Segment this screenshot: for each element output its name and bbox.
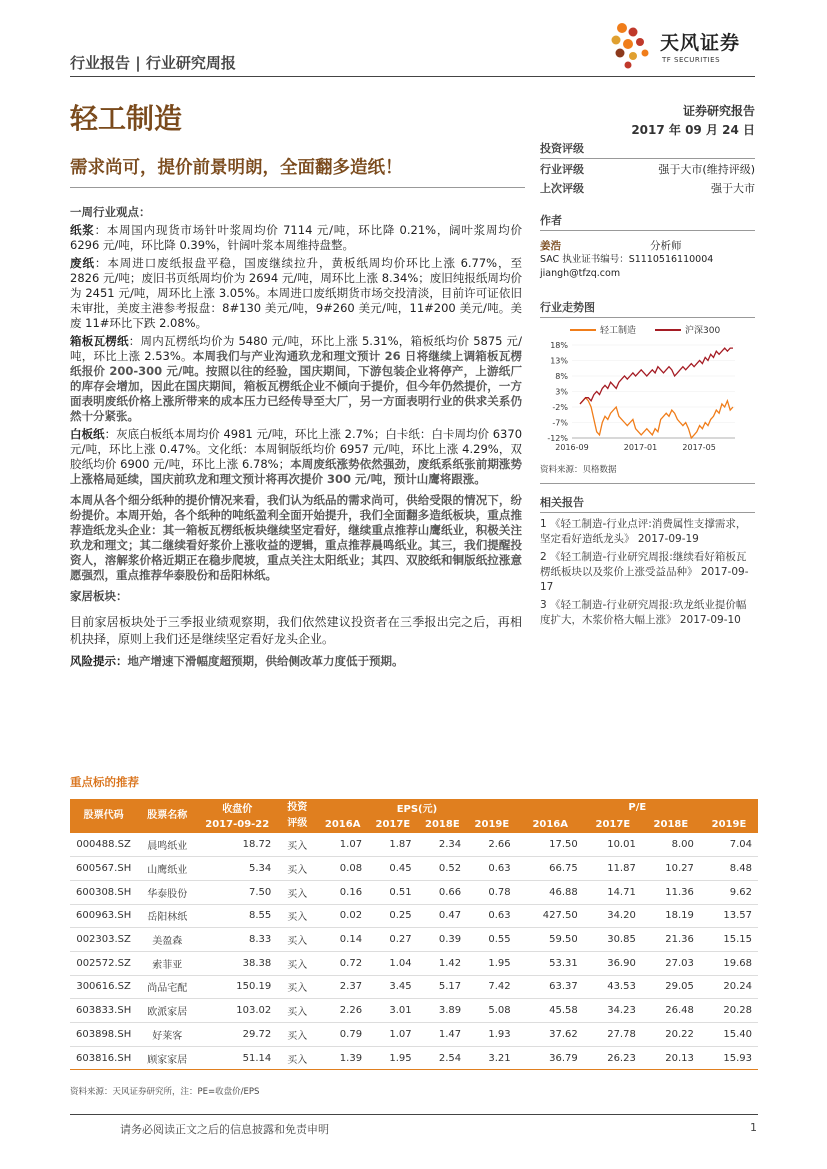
rating-label: 行业评级 — [540, 163, 584, 176]
table-cell: 买入 — [277, 880, 317, 904]
table-cell: 华泰股份 — [137, 880, 197, 904]
table-cell: 000488.SZ — [70, 833, 137, 857]
table-cell: 300616.SZ — [70, 975, 137, 999]
table-cell: 2.37 — [317, 975, 368, 999]
table-cell: 8.33 — [197, 928, 277, 952]
table-cell: 山鹰纸业 — [137, 857, 197, 881]
table-cell: 3.01 — [368, 999, 418, 1023]
headline-rule — [70, 187, 525, 188]
table-cell: 0.78 — [467, 880, 517, 904]
main-column — [70, 201, 522, 672]
table-cell: 1.87 — [368, 833, 418, 857]
table-cell: 2.66 — [467, 833, 517, 857]
table-cell: 18.19 — [642, 904, 700, 928]
logo — [608, 20, 758, 72]
y-tick-label: -7% — [552, 418, 568, 428]
table-cell: 13.57 — [700, 904, 758, 928]
col-year: 2018E — [418, 816, 468, 833]
doc-type: 行业报告 | 行业研究周报 — [70, 54, 236, 72]
table-cell: 37.62 — [517, 1023, 584, 1047]
section-weekly-view: 一周行业观点： — [70, 205, 151, 219]
table-cell: 0.45 — [368, 857, 418, 881]
para-summary: 本周从各个细分纸种的提价情况来看，我们认为纸品的需求尚可，供给受限的情况下，纷纷提价。本周开始，各个纸种的吨纸盈利全面开始提升，我们全面翻多造纸板块，重点推荐造纸龙头企业：其一箱板瓦楞纸板块继续坚定看好，继续重点推荐山鹰纸业，积极关注玖龙和理文；其二继续看好浆价上涨收益的逻辑，重点推荐晨鸣纸业。其三，我们提醒投资人，溶解浆价格近期正在稳步爬坡，重点关注太阳纸业；其四、双胶纸和铜版纸拉涨意愿强烈，重点推荐华泰股份和岳阳林纸。 — [70, 493, 522, 582]
table-cell: 53.31 — [517, 951, 584, 975]
table-cell: 600963.SH — [70, 904, 137, 928]
table-cell: 5.08 — [467, 999, 517, 1023]
table-row — [70, 999, 758, 1023]
table-cell: 19.68 — [700, 951, 758, 975]
related-title: 相关报告 — [540, 496, 584, 509]
table-cell: 34.20 — [584, 904, 642, 928]
table-cell: 15.15 — [700, 928, 758, 952]
table-cell: 10.01 — [584, 833, 642, 857]
sector-title: 轻工制造 — [70, 102, 183, 135]
table-cell: 26.48 — [642, 999, 700, 1023]
trend-rule — [540, 317, 755, 318]
related-item[interactable]: 2 《轻工制造-行业研究周报:继续看好箱板瓦楞纸板块以及浆价上涨受益品种》 2017-09-17 — [540, 551, 749, 593]
trend-title: 行业走势图 — [540, 301, 595, 314]
table-cell: 20.24 — [700, 975, 758, 999]
table-cell: 15.40 — [700, 1023, 758, 1047]
table-cell: 20.22 — [642, 1023, 700, 1047]
table-cell: 1.95 — [368, 1046, 418, 1070]
table-cell: 11.87 — [584, 857, 642, 881]
table-cell: 5.34 — [197, 857, 277, 881]
table-cell: 岳阳林纸 — [137, 904, 197, 928]
table-row — [70, 975, 758, 999]
table-cell: 66.75 — [517, 857, 584, 881]
table-cell: 150.19 — [197, 975, 277, 999]
table-cell: 3.89 — [418, 999, 468, 1023]
table-cell: 好莱客 — [137, 1023, 197, 1047]
col-year: 2017E — [368, 816, 418, 833]
table-cell: 18.72 — [197, 833, 277, 857]
table-cell: 买入 — [277, 999, 317, 1023]
risk-head: 风险提示： — [70, 654, 128, 668]
table-cell: 603816.SH — [70, 1046, 137, 1070]
x-tick-label: 2017-05 — [682, 443, 716, 452]
table-cell: 2.34 — [418, 833, 468, 857]
para-waste-head: 废纸 — [70, 256, 95, 270]
table-cell: 8.55 — [197, 904, 277, 928]
table-cell: 38.38 — [197, 951, 277, 975]
table-cell: 买入 — [277, 975, 317, 999]
table-cell: 1.07 — [317, 833, 368, 857]
sidebar — [540, 140, 755, 628]
table-row — [70, 880, 758, 904]
table-cell: 27.03 — [642, 951, 700, 975]
y-tick-label: 13% — [550, 356, 568, 366]
prev-rating-label: 上次评级 — [540, 182, 584, 195]
table-cell: 20.13 — [642, 1046, 700, 1070]
table-cell: 0.08 — [317, 857, 368, 881]
risk-text: 地产增速下滑幅度超预期，供给侧改革力度低于预期。 — [127, 654, 404, 668]
table-cell: 43.53 — [584, 975, 642, 999]
prev-rating-value: 强于大市 — [711, 182, 755, 195]
para-pulp-text: ：本周国内现货市场针叶浆周均价 7114 元/吨，环比降 0.21%，阔叶浆周均价 6296 元/吨，环比降 0.39%，针阔叶浆本周维持盘整。 — [70, 223, 523, 252]
table-cell: 59.50 — [517, 928, 584, 952]
trend-chart — [540, 320, 755, 460]
table-cell: 索菲亚 — [137, 951, 197, 975]
table-cell: 3.21 — [467, 1046, 517, 1070]
table-row — [70, 1046, 758, 1070]
table-cell: 27.78 — [584, 1023, 642, 1047]
col-year: 2016A — [517, 816, 584, 833]
table-cell: 0.25 — [368, 904, 418, 928]
para-white-head: 白板纸 — [70, 427, 105, 441]
para-whiteboard — [70, 427, 522, 487]
table-cell: 欧派家居 — [137, 999, 197, 1023]
para-home: 目前家居板块处于三季报业绩观察期，我们依然建议投资者在三季报出完之后，再相机抉择，原则上我们还是继续坚定看好龙头企业。 — [70, 615, 522, 646]
table-cell: 36.79 — [517, 1046, 584, 1070]
table-cell: 8.48 — [700, 857, 758, 881]
recommendation-table — [70, 799, 758, 1070]
related-rule — [540, 512, 755, 513]
page-number: 1 — [750, 1121, 757, 1134]
table-cell: 1.07 — [368, 1023, 418, 1047]
table-row — [70, 951, 758, 975]
col-price-date: 2017-09-22 — [197, 816, 277, 833]
para-white-text: ：灰底白板纸本周均价 4981 元/吨，环比上涨 2.7%；白卡纸：白卡周均价 6370 元/吨，环比上涨 0.47%。文化纸：本周铜版纸均价 6957 元/吨，环比上涨 4.29%，双胶纸均价 6900 元/吨，环比上涨 6.78%； — [70, 427, 523, 471]
table-cell: 尚品宅配 — [137, 975, 197, 999]
col-name: 股票名称 — [137, 799, 197, 833]
para-boxboard — [70, 334, 522, 424]
col-year: 2019E — [700, 816, 758, 833]
table-cell: 1.42 — [418, 951, 468, 975]
section-home: 家居板块： — [70, 589, 128, 603]
table-cell: 603833.SH — [70, 999, 137, 1023]
table-cell: 0.14 — [317, 928, 368, 952]
table-cell: 34.23 — [584, 999, 642, 1023]
col-year: 2018E — [642, 816, 700, 833]
report-type: 证券研究报告 — [682, 104, 755, 118]
table-cell: 买入 — [277, 904, 317, 928]
table-cell: 36.90 — [584, 951, 642, 975]
table-cell: 603898.SH — [70, 1023, 137, 1047]
col-year: 2017E — [584, 816, 642, 833]
table-cell: 21.36 — [642, 928, 700, 952]
table-cell: 0.63 — [467, 904, 517, 928]
table-cell: 0.16 — [317, 880, 368, 904]
para-waste-paper — [70, 256, 522, 331]
para-box-head: 箱板瓦楞纸 — [70, 334, 129, 348]
para-box-text: ：周内瓦楞纸均价为 5480 元/吨，环比上涨 5.31%，箱板纸均价 5875 元/吨，环比上涨 2.53%。 — [70, 334, 523, 363]
table-cell: 10.27 — [642, 857, 700, 881]
para-pulp — [70, 223, 522, 253]
table-cell: 1.39 — [317, 1046, 368, 1070]
related-item[interactable]: 1 《轻工制造-行业点评:消费属性支撑需求，坚定看好造纸龙头》 2017-09-19 — [540, 518, 747, 545]
para-pulp-head: 纸浆 — [70, 223, 95, 237]
table-cell: 买入 — [277, 833, 317, 857]
table-cell: 晨鸣纸业 — [137, 833, 197, 857]
author-line — [540, 239, 755, 253]
y-tick-label: 8% — [555, 372, 568, 381]
table-cell: 30.85 — [584, 928, 642, 952]
table-cell: 1.04 — [368, 951, 418, 975]
legend-label: 沪深300 — [685, 326, 721, 336]
table-cell: 9.62 — [700, 880, 758, 904]
logo-mark-icon — [608, 20, 658, 70]
col-code: 股票代码 — [70, 799, 137, 833]
table-cell: 2.26 — [317, 999, 368, 1023]
rating-title: 投资评级 — [540, 142, 584, 155]
para-risk — [70, 654, 522, 669]
author-title: 作者 — [540, 214, 562, 227]
trend-source: 资料来源：贝格数据 — [540, 465, 617, 475]
headline: 需求尚可，提价前景明朗，全面翻多造纸！ — [70, 158, 403, 178]
table-cell: 29.72 — [197, 1023, 277, 1047]
footer-disclaimer: 请务必阅读正文之后的信息披露和免责申明 — [120, 1123, 329, 1136]
table-cell: 002303.SZ — [70, 928, 137, 952]
y-tick-label: 3% — [555, 387, 568, 397]
table-row — [70, 928, 758, 952]
table-cell: 63.37 — [517, 975, 584, 999]
table-header-row — [70, 799, 758, 816]
table-cell: 17.50 — [517, 833, 584, 857]
col-pe: P/E — [517, 799, 758, 816]
table-cell: 0.63 — [467, 857, 517, 881]
author-email[interactable]: jiangh@tfzq.com — [540, 268, 621, 279]
table-row — [70, 904, 758, 928]
table-cell: 11.36 — [642, 880, 700, 904]
table-cell: 买入 — [277, 951, 317, 975]
para-box-bold: 本周我们与产业沟通玖龙和理文预计 26 日将继续上调箱板瓦楞纸报价 200-300 元/吨。按照以往的经验，国庆期间，下游包装企业将停产，上游纸厂的库存会增加，因此在国庆期间，箱板瓦楞纸企业不倾向于提价，但今年仍然提价，一方面表明废纸价格上涨所带来的成本压力已经传导至大厂，另一方面表明行业的供求关系仍然十分紧张。 — [70, 349, 522, 423]
table-cell: 顾家家居 — [137, 1046, 197, 1070]
table-cell: 0.47 — [418, 904, 468, 928]
table-cell: 买入 — [277, 928, 317, 952]
table-cell: 8.00 — [642, 833, 700, 857]
rating-rule — [540, 158, 755, 159]
col-year: 2016A — [317, 816, 368, 833]
x-tick-label: 2016-09 — [555, 443, 589, 452]
table-cell: 买入 — [277, 1046, 317, 1070]
table-cell: 600567.SH — [70, 857, 137, 881]
table-cell: 45.58 — [517, 999, 584, 1023]
table-cell: 002572.SZ — [70, 951, 137, 975]
table-cell: 买入 — [277, 857, 317, 881]
author-role: 分析师 — [650, 240, 682, 252]
table-cell: 1.95 — [467, 951, 517, 975]
col-rating: 投资评级 — [277, 799, 317, 833]
table-cell: 7.50 — [197, 880, 277, 904]
table-row — [70, 857, 758, 881]
table-cell: 美盈森 — [137, 928, 197, 952]
prev-rating-row — [540, 179, 755, 198]
table-cell: 0.72 — [317, 951, 368, 975]
table-cell: 51.14 — [197, 1046, 277, 1070]
col-year: 2019E — [467, 816, 517, 833]
table-cell: 0.66 — [418, 880, 468, 904]
table-cell: 买入 — [277, 1023, 317, 1047]
author-name: 姜浩 — [540, 240, 561, 252]
related-item[interactable]: 3 《轻工制造-行业研究周报:玖龙纸业提价幅度扩大，木浆价格大幅上涨》 2017-09-10 — [540, 599, 747, 626]
table-cell: 0.39 — [418, 928, 468, 952]
series-line — [580, 398, 733, 438]
table-source: 资料来源：天风证券研究所，注：PE=收盘价/EPS — [70, 1087, 260, 1097]
table-cell: 0.02 — [317, 904, 368, 928]
x-tick-label: 2017-01 — [623, 443, 658, 452]
table-cell: 26.23 — [584, 1046, 642, 1070]
y-tick-label: 18% — [550, 341, 568, 350]
footer-rule — [70, 1114, 758, 1115]
table-cell: 46.88 — [517, 880, 584, 904]
header-rule — [70, 76, 755, 77]
table-cell: 0.52 — [418, 857, 468, 881]
table-cell: 3.45 — [368, 975, 418, 999]
table-row — [70, 1023, 758, 1047]
table-cell: 0.51 — [368, 880, 418, 904]
report-date: 2017 年 09 月 24 日 — [631, 123, 755, 137]
logo-sub: TF SECURITIES — [662, 56, 721, 64]
table-cell: 0.55 — [467, 928, 517, 952]
table-row — [70, 833, 758, 857]
logo-name: 天风证券 — [660, 32, 741, 54]
table-cell: 600308.SH — [70, 880, 137, 904]
table-cell: 2.54 — [418, 1046, 468, 1070]
rating-value: 强于大市(维持评级) — [658, 163, 755, 176]
table-cell: 15.93 — [700, 1046, 758, 1070]
table-cell: 29.05 — [642, 975, 700, 999]
table-cell: 5.17 — [418, 975, 468, 999]
table-title: 重点标的推荐 — [70, 775, 139, 789]
table-cell: 1.47 — [418, 1023, 468, 1047]
table-body — [70, 833, 758, 1070]
table-cell: 427.50 — [517, 904, 584, 928]
para-waste-text: ：本周进口废纸报盘平稳，国废继续拉升，黄板纸周均价环比上涨 6.77%，至 2826 元/吨；废旧书页纸周均价为 2694 元/吨，周环比上涨 8.34%；废旧纯报纸周均价为 2451 元/吨，周环比上涨 3.05%。本周进口废纸期货市场交投清淡，目前许可证依旧未审批，美废主港参考报盘：8#130 美元/吨，9#260 美元/吨，11#200 美元/吨。美废 11#环比下跌 2.08%。 — [70, 256, 523, 330]
table-cell: 0.27 — [368, 928, 418, 952]
table-cell: 7.42 — [467, 975, 517, 999]
author-rule — [540, 230, 755, 231]
y-tick-label: -12% — [547, 434, 568, 443]
trend-bottom-rule — [540, 483, 755, 484]
author-license: SAC 执业证书编号：S1110516110004 — [540, 254, 714, 265]
y-tick-label: -2% — [552, 403, 568, 412]
table-cell: 0.79 — [317, 1023, 368, 1047]
col-eps: EPS(元) — [317, 799, 516, 816]
table-cell: 20.28 — [700, 999, 758, 1023]
legend-label: 轻工制造 — [600, 326, 637, 336]
table-cell: 1.93 — [467, 1023, 517, 1047]
table-cell: 7.04 — [700, 833, 758, 857]
col-price: 收盘价 — [197, 799, 277, 816]
table-cell: 103.02 — [197, 999, 277, 1023]
table-cell: 14.71 — [584, 880, 642, 904]
rating-row — [540, 160, 755, 179]
para-white-bold: 本周废纸涨势依然强劲，废纸系纸张前期涨势上涨格局延续，国庆前玖龙和理文预计将再次提价 300 元/吨，预计山鹰将跟涨。 — [70, 457, 523, 486]
